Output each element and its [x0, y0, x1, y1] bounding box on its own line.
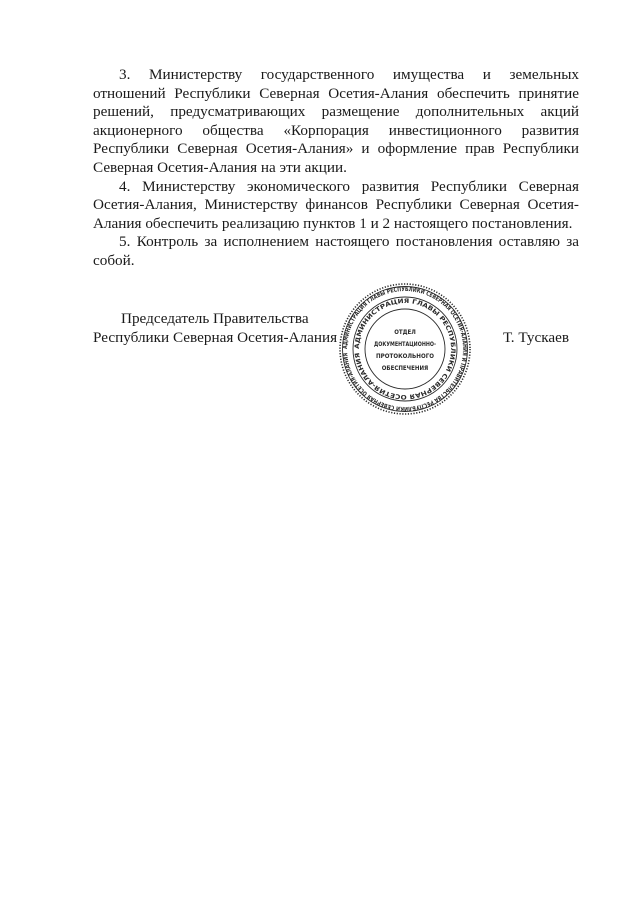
paragraph-4: 4. Министерству экономического развития Республики Северная Осетия-Алания, Министерству финансов Республики Северная Осетия-Алания обеспечить реализацию пунктов 1 и 2 настоящего постановления. — [93, 177, 579, 232]
official-seal — [338, 282, 472, 416]
paragraph-5: 5. Контроль за исполнением настоящего постановления оставляю за собой. — [93, 233, 579, 269]
signatory-position-line-1: Председатель Правительства — [121, 310, 309, 327]
seal-center-line-1: ОТДЕЛ — [394, 329, 416, 336]
signatory-position-line-2: Республики Северная Осетия-Алания — [93, 329, 338, 346]
document-body — [93, 66, 579, 271]
seal-graphic — [338, 282, 472, 416]
signatory-position — [93, 309, 343, 347]
seal-center-line-2: ДОКУМЕНТАЦИОННО- — [374, 341, 436, 348]
seal-center-line-3: ПРОТОКОЛЬНОГО — [376, 353, 435, 360]
seal-outer-text: АДМИНИСТРАЦИЯ ГЛАВЫ РЕСПУБЛИКИ СЕВЕРНАЯ ОСЕТИЯ-АЛАНИЯ И ПРАВИТЕЛЬСТВА РЕСПУБЛИКИ СЕВЕРНАЯ ОСЕТИЯ-АЛАНИЯ — [341, 285, 469, 413]
seal-inner-text: АДМИНИСТРАЦИЯ ГЛАВЫ РЕСПУБЛИКИ СЕВЕРНАЯ ОСЕТИЯ-АЛАНИЯ — [353, 297, 457, 401]
signatory-name: Т. Тускаев — [503, 329, 570, 346]
seal-center-line-4: ОБЕСПЕЧЕНИЯ — [381, 365, 429, 372]
paragraph-3: 3. Министерству государственного имущества и земельных отношений Республики Северная Осетия-Алания обеспечить принятие решений, предусматривающих размещение дополнительных акций акционерного общества «Корпорация инвестиционного развития Республики Северная Осетия-Алания» и оформление прав Республики Северная Осетия-Алания на эти акции. — [93, 66, 579, 176]
